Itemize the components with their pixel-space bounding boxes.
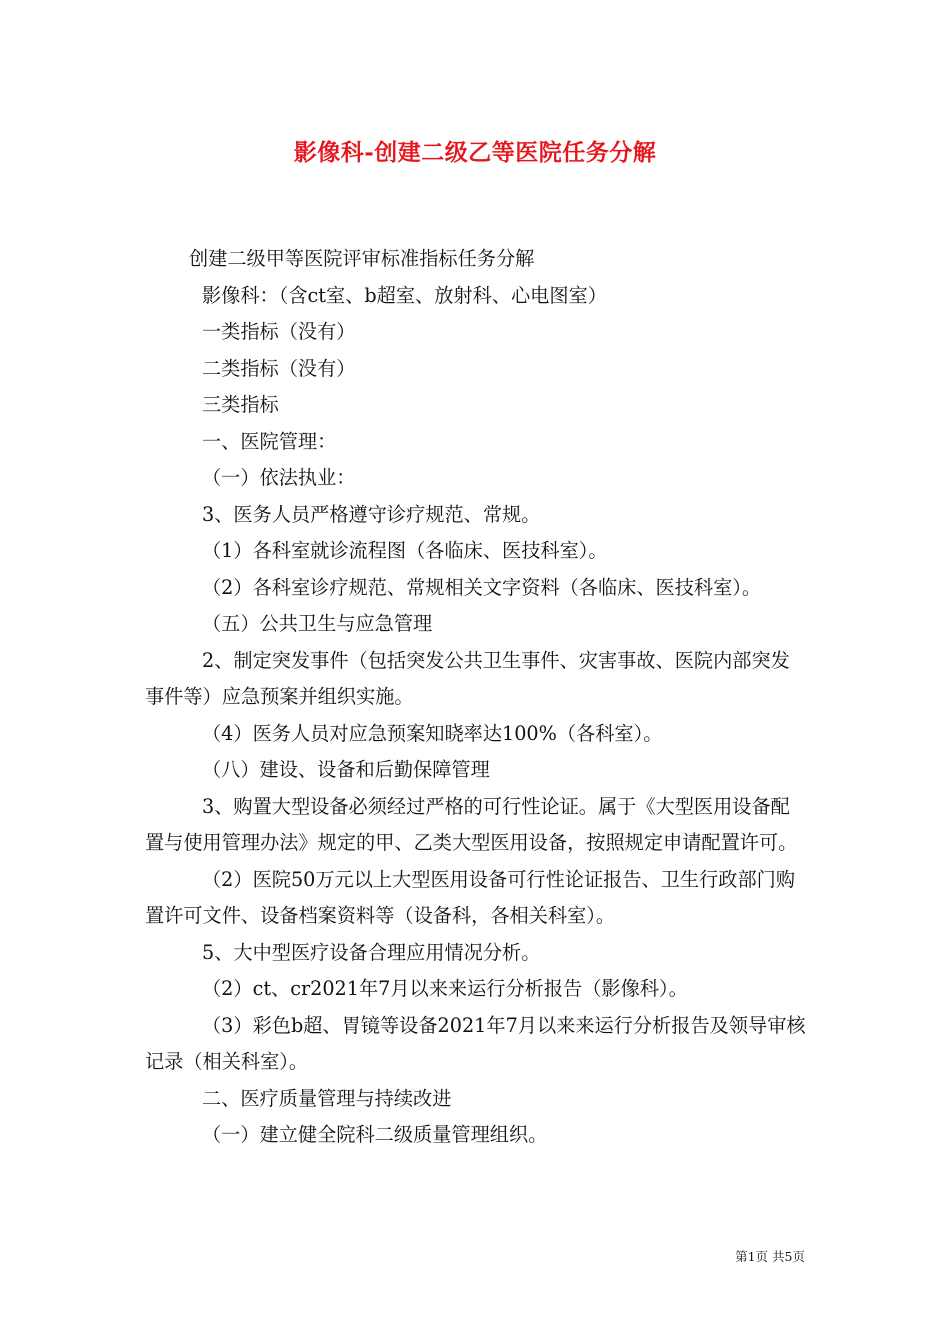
paragraph: 二、医疗质量管理与持续改进 (202, 1086, 452, 1110)
paragraph: 3、购置大型设备必须经过严格的可行性论证。属于《大型医用设备配置与使用管理办法》规定的甲、乙类大型医用设备，按照规定申请配置许可。 (145, 794, 798, 854)
paragraph: 二类指标（没有） (202, 356, 356, 380)
paragraph: 一、医院管理： (202, 429, 337, 453)
paragraph: （一）建立健全院科二级质量管理组织。 (202, 1123, 548, 1146)
paragraph: （2）各科室诊疗规范、常规相关文字资料（各临床、医技科室）。 (202, 575, 762, 599)
paragraph: （1）各科室就诊流程图（各临床、医技科室）。 (202, 539, 608, 562)
paragraph: 一类指标（没有） (202, 320, 356, 343)
paragraph: （2）医院50万元以上大型医用设备可行性论证报告、卫生行政部门购置许可文件、设备档案资料等（设备科，各相关科室）。 (145, 867, 796, 927)
document-body (145, 241, 807, 1154)
paragraph: 5、大中型医疗设备合理应用情况分析。 (202, 940, 541, 964)
paragraph: 三类指标 (202, 393, 279, 416)
paragraph: （八）建设、设备和后勤保障管理 (202, 758, 490, 781)
paragraph: 影像科：（含ct室、b超室、放射科、心电图室） (202, 283, 607, 307)
paragraph: 3、医务人员严格遵守诊疗规范、常规。 (202, 502, 541, 526)
document-title: 影像科-创建二级乙等医院任务分解 (293, 139, 657, 166)
paragraph: （3）彩色b超、胃镜等设备2021年7月以来来运行分析报告及领导审核记录（相关科室）。 (145, 1013, 806, 1073)
paragraph: 创建二级甲等医院评审标准指标任务分解 (189, 247, 535, 270)
paragraph: （2）ct、cr2021年7月以来来运行分析报告（影像科）。 (202, 977, 688, 1000)
paragraph: （一）依法执业： (202, 466, 356, 489)
paragraph: （五）公共卫生与应急管理 (202, 612, 433, 635)
paragraph: 2、制定突发事件（包括突发公共卫生事件、灾害事故、医院内部突发事件等）应急预案并组织实施。 (145, 648, 790, 708)
page-number: 第1页 共5页 (735, 1249, 805, 1264)
paragraph: （4）医务人员对应急预案知晓率达100%（各科室）。 (202, 721, 663, 745)
